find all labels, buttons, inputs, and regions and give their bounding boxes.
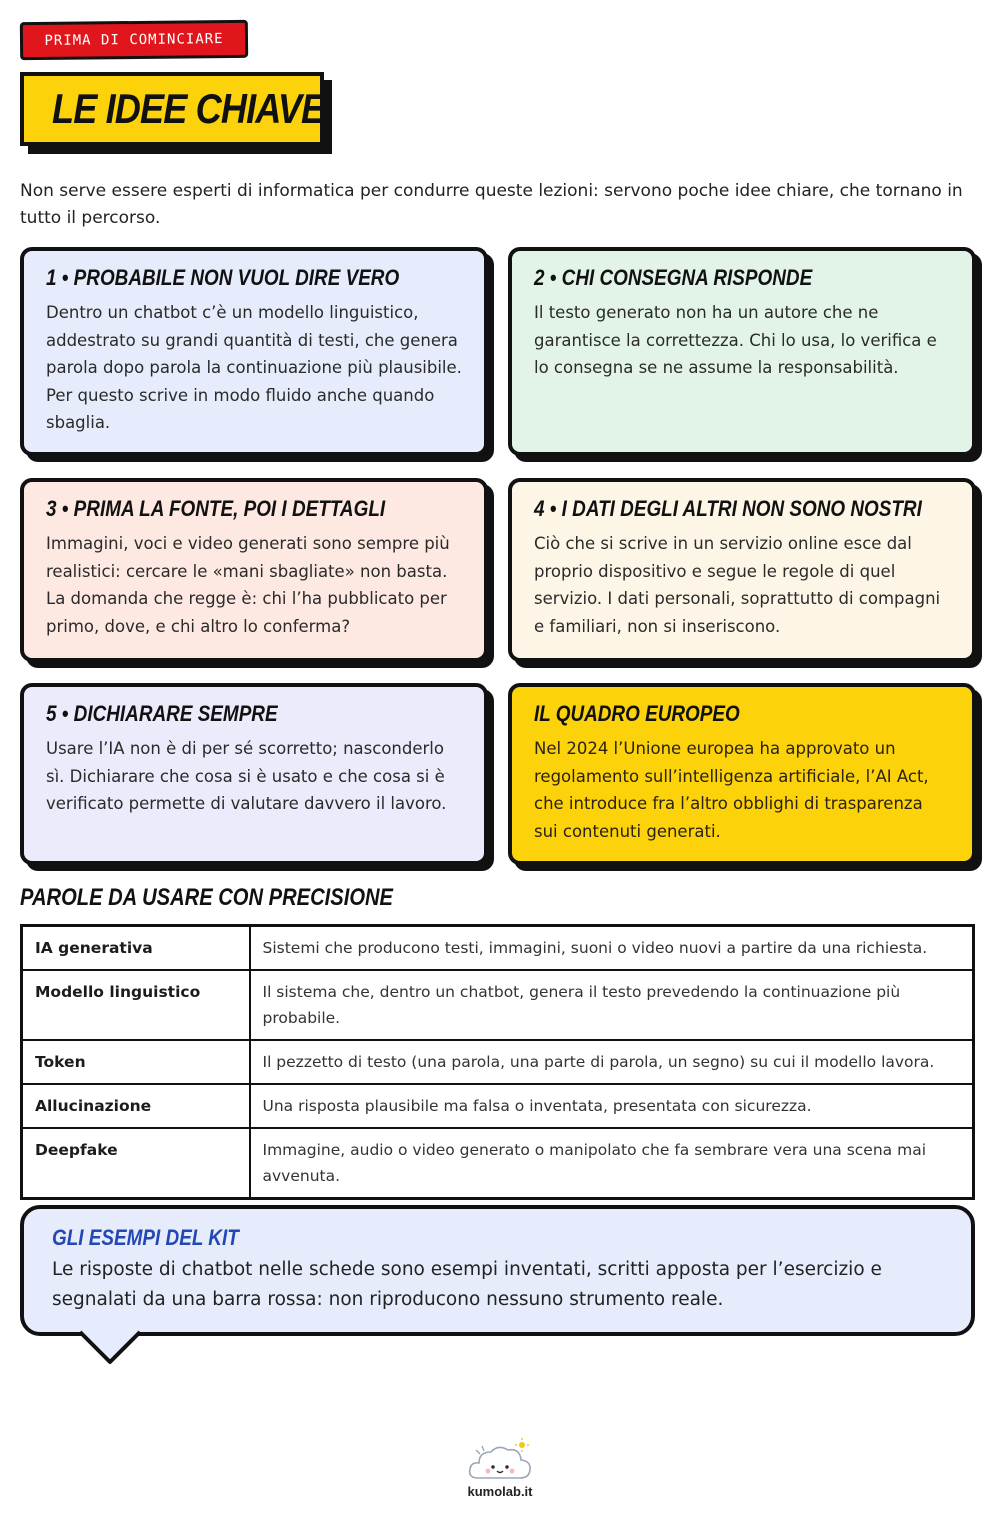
- idea-card-text: Il testo generato non ha un autore che ne garantisce la correttezza. Chi lo usa, lo verifica e lo consegna se ne assume la responsabilità.: [534, 303, 937, 377]
- idea-card-2: [508, 247, 976, 456]
- glossary-term: Allucinazione: [22, 1084, 250, 1128]
- note-title: GLI ESEMPI DEL KIT: [52, 1225, 239, 1250]
- idea-card-title: IL QUADRO EUROPEO: [534, 701, 740, 726]
- idea-card-3: [20, 478, 488, 662]
- table-row: [22, 1128, 974, 1199]
- glossary-definition: Il sistema che, dentro un chatbot, genera il testo prevedendo la continuazione più probabile.: [250, 970, 974, 1040]
- idea-card-4: [508, 478, 976, 662]
- idea-card-text: Usare l’IA non è di per sé scorretto; nasconderlo sì. Dichiarare che cosa si è usato e che cosa si è verificato permette di valutare davvero il lavoro.: [46, 739, 447, 813]
- idea-card-title: 1 • PROBABILE NON VUOL DIRE VERO: [46, 265, 400, 290]
- cloud-mascot-icon: [464, 1436, 536, 1484]
- glossary-term: Modello linguistico: [22, 970, 250, 1040]
- footer-site: kumolab.it: [467, 1484, 533, 1499]
- glossary-table: [20, 924, 975, 1200]
- glossary-term: Deepfake: [22, 1128, 250, 1199]
- table-row: [22, 1084, 974, 1128]
- idea-card-text: Nel 2024 l’Unione europea ha approvato un regolamento sull’intelligenza artificiale, l’AI Act, che introduce fra l’altro obblighi di trasparenza sui contenuti generati.: [534, 739, 929, 841]
- idea-card-text: Ciò che si scrive in un servizio online esce dal proprio dispositivo e segue le regole di quel servizio. I dati personali, soprattutto di compagni e familiari, non si inseriscono.: [534, 534, 941, 636]
- glossary-definition: Una risposta plausibile ma falsa o inventata, presentata con sicurezza.: [250, 1084, 974, 1128]
- idea-card-title: 4 • I DATI DEGLI ALTRI NON SONO NOSTRI: [534, 496, 922, 521]
- glossary-title: PAROLE DA USARE CON PRECISIONE: [20, 884, 393, 911]
- table-row: [22, 1040, 974, 1084]
- page-title: LE IDEE CHIAVE: [52, 85, 325, 132]
- idea-card-title: 2 • CHI CONSEGNA RISPONDE: [534, 265, 813, 290]
- table-row: [22, 926, 974, 971]
- european-framework-card: [508, 683, 976, 865]
- idea-card-text: Dentro un chatbot c’è un modello linguistico, addestrato su grandi quantità di testi, che genera parola dopo parola la continuazione più plausibile. Per questo scrive in modo fluido anche quando sbaglia.: [46, 303, 462, 432]
- idea-card-title: 5 • DICHIARARE SEMPRE: [46, 701, 278, 726]
- glossary-definition: Sistemi che producono testi, immagini, suoni o video nuovi a partire da una richiesta.: [250, 926, 974, 971]
- section-tag: PRIMA DI COMINCIARE: [20, 20, 248, 60]
- glossary-term: Token: [22, 1040, 250, 1084]
- table-row: [22, 970, 974, 1040]
- intro-text: Non serve essere esperti di informatica per condurre queste lezioni: servono poche idee chiare, che tornano in tutto il percorso.: [20, 181, 963, 228]
- title-box: [20, 72, 324, 146]
- glossary-term: IA generativa: [22, 926, 250, 971]
- idea-card-title: 3 • PRIMA LA FONTE, POI I DETTAGLI: [46, 496, 386, 521]
- note-speech-bubble: [20, 1205, 975, 1336]
- glossary-definition: Immagine, audio o video generato o manipolato che fa sembrare vera una scena mai avvenuta.: [250, 1128, 974, 1199]
- glossary-definition: Il pezzetto di testo (una parola, una parte di parola, un segno) su cui il modello lavora.: [250, 1040, 974, 1084]
- note-text: Le risposte di chatbot nelle schede sono esempi inventati, scritti apposta per l’esercizio e segnalati da una barra rossa: non riproducono nessuno strumento reale.: [52, 1259, 882, 1310]
- idea-card-1: [20, 247, 488, 456]
- speech-bubble-tail-icon: [78, 1330, 142, 1366]
- idea-card-5: [20, 683, 488, 865]
- idea-card-text: Immagini, voci e video generati sono sempre più realistici: cercare le «mani sbagliate» non basta. La domanda che regge è: chi l’ha pubblicato per primo, dove, e chi altro lo conferma?: [46, 534, 450, 636]
